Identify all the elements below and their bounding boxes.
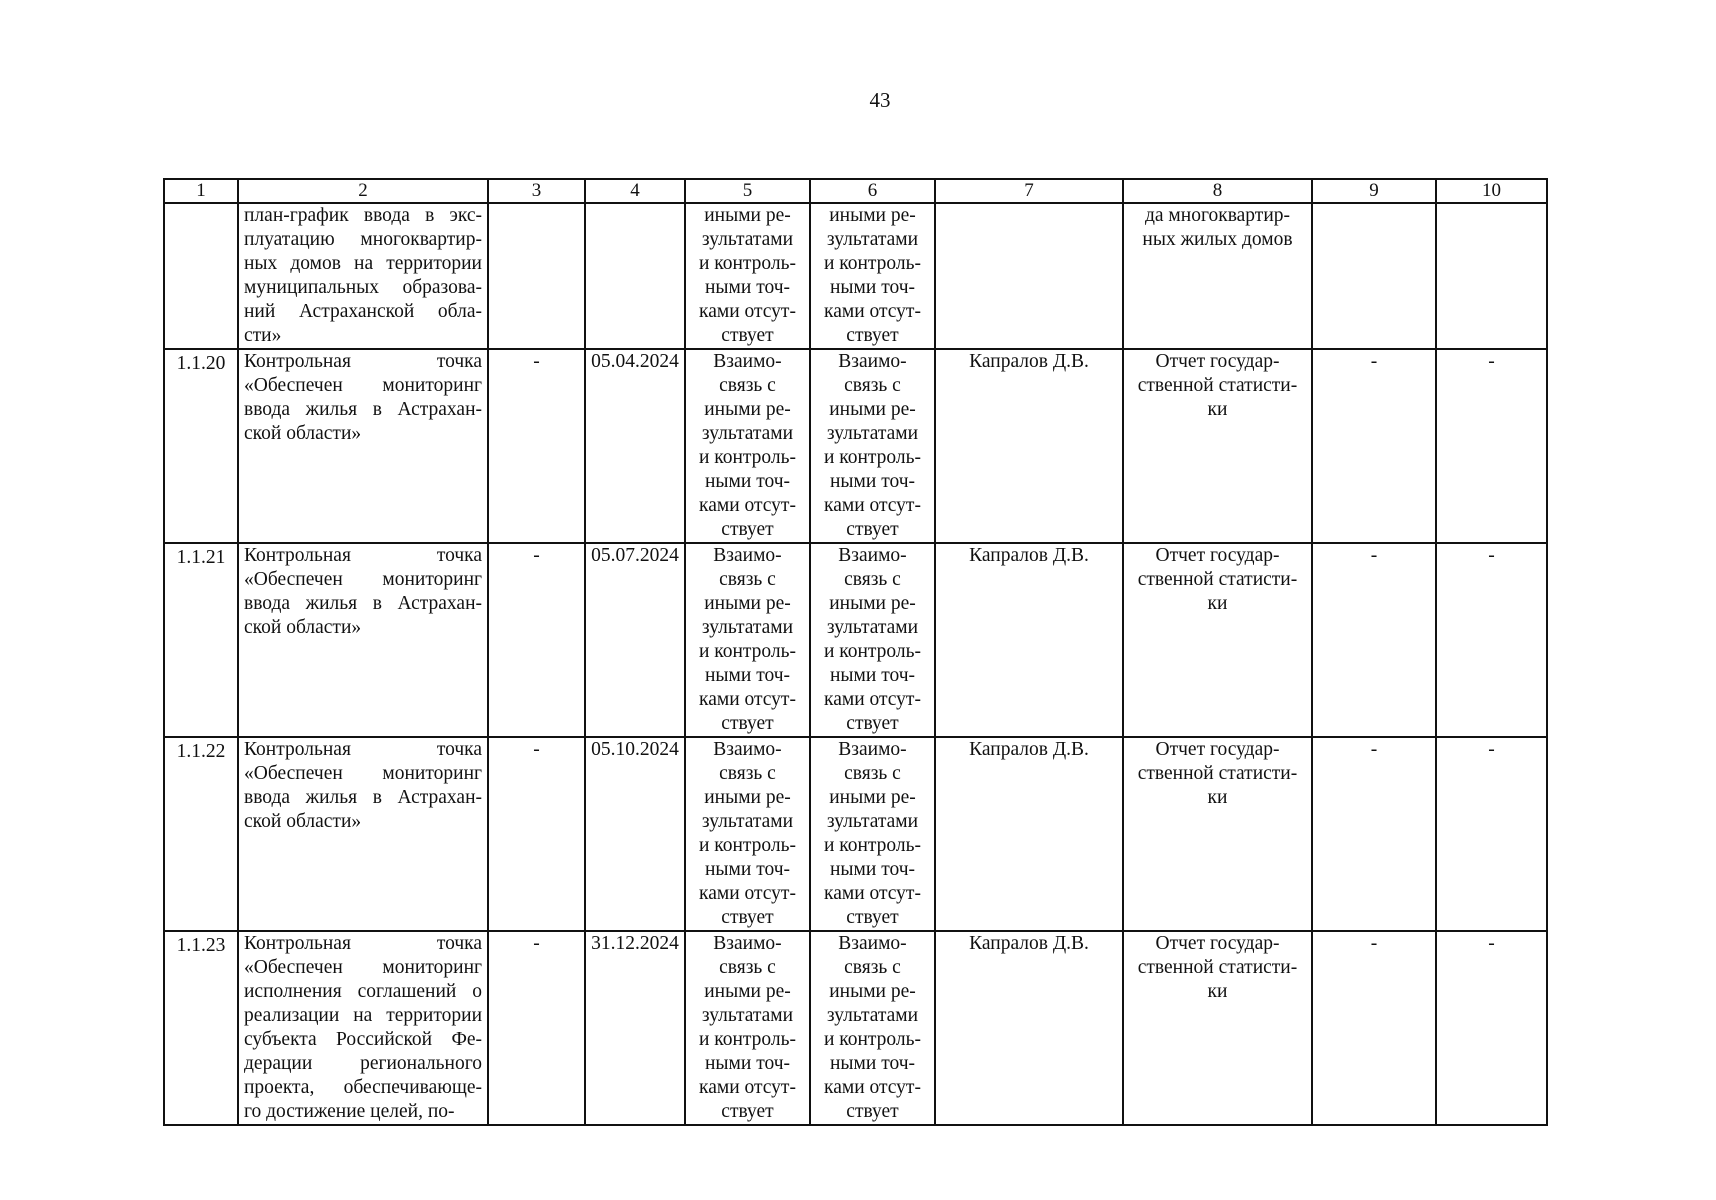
cell-line: Взаимо- [713, 545, 782, 566]
col10-cell: - [1436, 543, 1547, 737]
cell-line: ки [1207, 399, 1228, 420]
cell-line: и контроль- [698, 835, 797, 856]
col9-cell: - [1312, 931, 1436, 1125]
cell-line: ных жилых домов [1142, 229, 1293, 250]
col6-cell [810, 737, 935, 931]
cell-line: ствует [846, 1101, 899, 1122]
cell-line: ввода жилья в Астрахан- [244, 399, 482, 420]
document-cell [1123, 931, 1312, 1125]
col5-cell [685, 931, 810, 1125]
column-header: 5 [685, 179, 810, 203]
page-number: 43 [869, 88, 891, 112]
cell-line: ствует [721, 325, 774, 346]
date-cell: 05.10.2024 [585, 737, 685, 931]
responsible-cell: Капралов Д.В. [935, 543, 1123, 737]
cell-line: и контроль- [698, 1029, 797, 1050]
plan-table [163, 178, 1548, 1126]
cell-line: исполнения соглашений о [244, 981, 482, 1002]
cell-line: иными ре- [829, 593, 916, 614]
cell-line: и контроль- [698, 253, 797, 274]
table-row-continuation [164, 203, 1547, 349]
cell-line: ственной статисти- [1137, 957, 1298, 978]
document-cell [1123, 203, 1312, 349]
cell-line: ными точ- [830, 471, 915, 492]
col6-cell [810, 203, 935, 349]
table-body [164, 179, 1547, 1125]
cell-line: ствует [846, 713, 899, 734]
cell-line: связь с [719, 375, 776, 396]
responsible-cell: Капралов Д.В. [935, 931, 1123, 1125]
cell-line: ками отсут- [699, 301, 796, 322]
row-number-cell: 1.1.21 [164, 543, 238, 737]
col9-cell: - [1312, 737, 1436, 931]
cell-line: Контрольная точка [244, 545, 482, 566]
col10-cell [1436, 203, 1547, 349]
cell-line: иными ре- [704, 205, 791, 226]
column-header: 1 [164, 179, 238, 203]
cell-line: ками отсут- [699, 883, 796, 904]
cell-line: Взаимо- [838, 739, 907, 760]
cell-line: ки [1207, 787, 1228, 808]
cell-line: «Обеспечен мониторинг [244, 375, 482, 396]
col3-cell: - [488, 931, 585, 1125]
cell-line: зультатами [826, 811, 919, 832]
column-header: 7 [935, 179, 1123, 203]
column-header: 8 [1123, 179, 1312, 203]
cell-line: го достижение целей, по- [244, 1101, 455, 1122]
cell-line: ственной статисти- [1137, 763, 1298, 784]
column-header: 10 [1436, 179, 1547, 203]
cell-line: Контрольная точка [244, 351, 482, 372]
cell-line: «Обеспечен мониторинг [244, 569, 482, 590]
cell-line: и контроль- [698, 641, 797, 662]
cell-line: ными точ- [705, 277, 790, 298]
cell-line: связь с [844, 569, 901, 590]
column-number-row [164, 179, 1547, 203]
cell-line: реализации на территории [244, 1005, 482, 1026]
cell-line: ской области» [244, 423, 362, 444]
row-name-cell [238, 349, 488, 543]
cell-line: ными точ- [705, 471, 790, 492]
cell-line: ки [1207, 981, 1228, 1002]
document-cell [1123, 543, 1312, 737]
cell-line: Отчет государ- [1155, 351, 1280, 372]
cell-line: ками отсут- [824, 883, 921, 904]
cell-line: зультатами [701, 229, 794, 250]
cell-line: и контроль- [698, 447, 797, 468]
cell-line: иными ре- [829, 399, 916, 420]
date-cell [585, 203, 685, 349]
cell-line: и контроль- [823, 641, 922, 662]
cell-line: ками отсут- [824, 689, 921, 710]
cell-line: и контроль- [823, 253, 922, 274]
cell-line: и контроль- [823, 835, 922, 856]
cell-line: ками отсут- [824, 1077, 921, 1098]
cell-line: ными точ- [705, 859, 790, 880]
date-cell: 31.12.2024 [585, 931, 685, 1125]
cell-line: ввода жилья в Астрахан- [244, 593, 482, 614]
cell-line: муниципальных образова- [244, 277, 482, 298]
table-row [164, 737, 1547, 931]
col3-cell: - [488, 737, 585, 931]
cell-line: и контроль- [823, 1029, 922, 1050]
cell-line: сти» [244, 325, 282, 346]
cell-line: связь с [719, 957, 776, 978]
table-row [164, 931, 1547, 1125]
cell-line: Контрольная точка [244, 739, 482, 760]
row-number-cell: 1.1.20 [164, 349, 238, 543]
cell-line: Взаимо- [713, 933, 782, 954]
cell-line: зультатами [701, 1005, 794, 1026]
cell-line: Взаимо- [838, 933, 907, 954]
cell-line: ствует [846, 519, 899, 540]
cell-line: ввода жилья в Астрахан- [244, 787, 482, 808]
cell-line: субъекта Российской Фе- [244, 1029, 482, 1050]
cell-line: зультатами [701, 811, 794, 832]
cell-line: ствует [721, 907, 774, 928]
cell-line: ской области» [244, 617, 362, 638]
cell-line: иными ре- [829, 981, 916, 1002]
col5-cell [685, 349, 810, 543]
cell-line: ками отсут- [824, 495, 921, 516]
cell-line: иными ре- [704, 399, 791, 420]
column-header: 9 [1312, 179, 1436, 203]
cell-line: ками отсут- [699, 1077, 796, 1098]
cell-line: связь с [719, 763, 776, 784]
cell-line: связь с [844, 375, 901, 396]
col6-cell [810, 543, 935, 737]
column-header: 3 [488, 179, 585, 203]
col3-cell: - [488, 543, 585, 737]
cell-line: ской области» [244, 811, 362, 832]
cell-line: ными точ- [830, 665, 915, 686]
cell-line: ными точ- [830, 859, 915, 880]
cell-line: Отчет государ- [1155, 933, 1280, 954]
table-row [164, 543, 1547, 737]
document-cell [1123, 737, 1312, 931]
cell-line: иными ре- [704, 981, 791, 1002]
row-number-cell: 1.1.23 [164, 931, 238, 1125]
cell-line: ными точ- [830, 1053, 915, 1074]
cell-line: связь с [844, 957, 901, 978]
cell-line: ных домов на территории [244, 253, 482, 274]
col9-cell: - [1312, 349, 1436, 543]
col10-cell: - [1436, 737, 1547, 931]
col6-cell [810, 931, 935, 1125]
column-header: 2 [238, 179, 488, 203]
cell-line: зультатами [826, 229, 919, 250]
responsible-cell: Капралов Д.В. [935, 349, 1123, 543]
cell-line: ками отсут- [824, 301, 921, 322]
col9-cell: - [1312, 543, 1436, 737]
column-header: 4 [585, 179, 685, 203]
cell-line: иными ре- [829, 205, 916, 226]
col3-cell: - [488, 349, 585, 543]
cell-line: ными точ- [830, 277, 915, 298]
cell-line: зультатами [701, 617, 794, 638]
cell-line: Отчет государ- [1155, 545, 1280, 566]
cell-line: и контроль- [823, 447, 922, 468]
cell-line: ствует [721, 1101, 774, 1122]
col3-cell [488, 203, 585, 349]
cell-line: ствует [846, 325, 899, 346]
cell-line: связь с [719, 569, 776, 590]
cell-line: Взаимо- [713, 351, 782, 372]
cell-line: «Обеспечен мониторинг [244, 957, 482, 978]
col5-cell [685, 543, 810, 737]
cell-line: дерации регионального [244, 1053, 482, 1074]
date-cell: 05.07.2024 [585, 543, 685, 737]
cell-line: «Обеспечен мониторинг [244, 763, 482, 784]
cell-line: план-график ввода в экс- [244, 205, 482, 226]
cell-line: ками отсут- [699, 495, 796, 516]
row-name-cell [238, 737, 488, 931]
cell-line: ствует [846, 907, 899, 928]
cell-line: ственной статисти- [1137, 569, 1298, 590]
document-cell [1123, 349, 1312, 543]
cell-line: зультатами [826, 1005, 919, 1026]
cell-line: иными ре- [829, 787, 916, 808]
column-header: 6 [810, 179, 935, 203]
cell-line: зультатами [701, 423, 794, 444]
cell-line: Отчет государ- [1155, 739, 1280, 760]
responsible-cell: Капралов Д.В. [935, 737, 1123, 931]
col5-cell [685, 737, 810, 931]
col10-cell: - [1436, 349, 1547, 543]
cell-line: связь с [844, 763, 901, 784]
row-name-cell [238, 543, 488, 737]
row-number-cell [164, 203, 238, 349]
cell-line: иными ре- [704, 787, 791, 808]
cell-line: Контрольная точка [244, 933, 482, 954]
cell-line: да многоквартир- [1144, 205, 1290, 226]
cell-line: зультатами [826, 617, 919, 638]
cell-line: проекта, обеспечивающе- [244, 1077, 482, 1098]
cell-line: зультатами [826, 423, 919, 444]
cell-line: ствует [721, 519, 774, 540]
cell-line: иными ре- [704, 593, 791, 614]
col9-cell [1312, 203, 1436, 349]
responsible-cell [935, 203, 1123, 349]
cell-line: Взаимо- [713, 739, 782, 760]
cell-line: плуатацию многоквартир- [244, 229, 482, 250]
cell-line: ки [1207, 593, 1228, 614]
cell-line: ными точ- [705, 665, 790, 686]
row-number-cell: 1.1.22 [164, 737, 238, 931]
cell-line: ными точ- [705, 1053, 790, 1074]
cell-line: ками отсут- [699, 689, 796, 710]
cell-line: ствует [721, 713, 774, 734]
cell-line: Взаимо- [838, 351, 907, 372]
cell-line: Взаимо- [838, 545, 907, 566]
row-name-cell [238, 203, 488, 349]
cell-line: ний Астраханской обла- [244, 301, 482, 322]
row-name-cell [238, 931, 488, 1125]
date-cell: 05.04.2024 [585, 349, 685, 543]
col10-cell: - [1436, 931, 1547, 1125]
col5-cell [685, 203, 810, 349]
cell-line: ственной статисти- [1137, 375, 1298, 396]
col6-cell [810, 349, 935, 543]
table-row [164, 349, 1547, 543]
